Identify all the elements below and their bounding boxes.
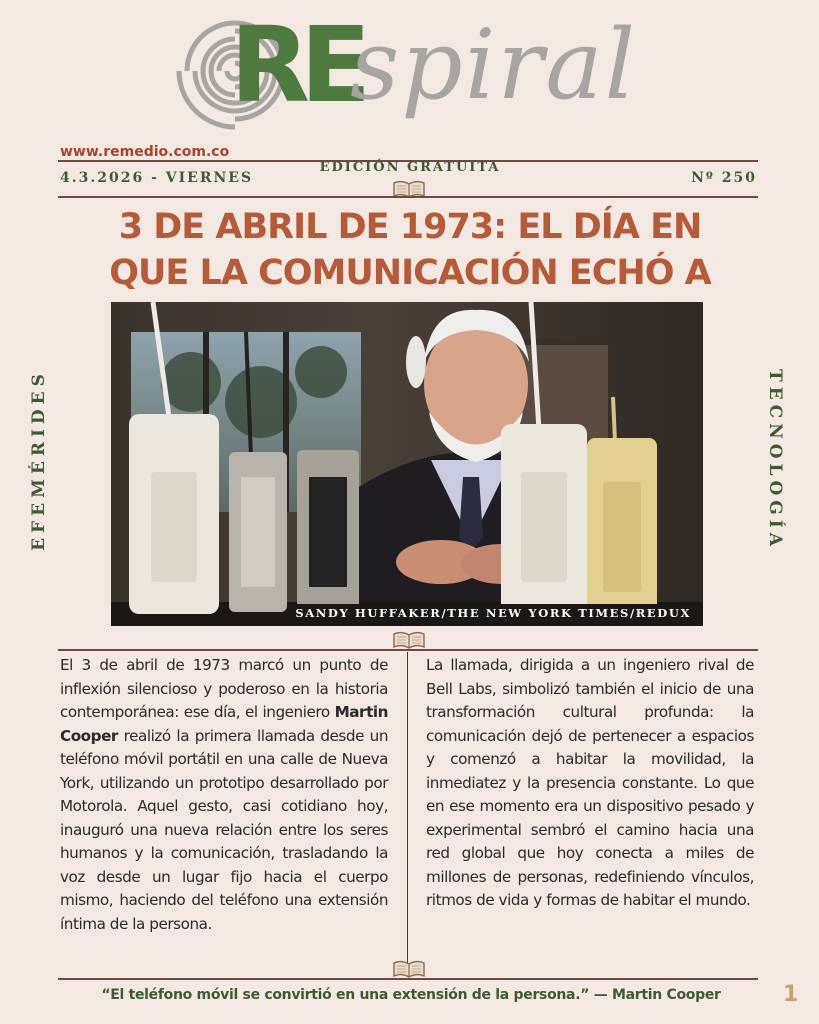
issue-date: 4.3.2026 - VIERNES — [60, 170, 254, 186]
open-book-icon — [392, 631, 426, 649]
issue-number: Nº 250 — [691, 170, 757, 186]
martin-cooper-name: Martin Cooper — [60, 703, 388, 745]
section-label-efemerides: EFEMÉRIDES — [29, 369, 50, 551]
masthead-logo — [160, 0, 680, 140]
section-label-tecnologia: TECNOLOGÍA — [765, 369, 786, 551]
section-label-left — [24, 330, 54, 590]
headline: 3 DE ABRIL DE 1973: EL DÍA EN QUE LA COMUNICACIÓN ECHÓ A — [109, 207, 711, 293]
site-url[interactable]: www.remedio.com.co — [60, 144, 230, 160]
article-text-left-start: El 3 de abril de 1973 marcó un punto de inflexión silencioso y poderoso en la historia contemporánea: ese día, el ingeniero — [60, 656, 388, 721]
logo-re-text: RE — [230, 4, 362, 126]
article-bottom-rule — [58, 978, 758, 980]
page-number: 1 — [783, 982, 799, 1007]
photo-credit: SANDY HUFFAKER/THE NEW YORK TIMES/REDUX — [289, 604, 697, 622]
section-label-right — [760, 330, 790, 590]
article-column-left — [60, 654, 388, 936]
photo-illustration — [111, 302, 703, 626]
article-text-left-end: realizó la primera llamada desde un teléfono móvil portátil en una calle de Nueva York, utilizando un prototipo desarrollado por Motorola. Aquel gesto, casi cotidiano hoy, inauguró una nueva relación entre los seres humanos y la comunicación, trasladando la voz desde un lugar fijo hacia el cuerpo mismo, haciendo del teléfono una extensión íntima de la persona. — [60, 726, 388, 933]
header-bottom-rule — [58, 196, 758, 198]
article-top-rule — [58, 649, 758, 651]
article-column-right: La llamada, dirigida a un ingeniero rival de Bell Labs, simbolizó también el inicio de una transformación cultural profunda: la comunicación dejó de pertenecer a espacios y comenzó a habitar la movilidad, la inmediatez y la presencia constante. Lo que en ese momento era un dispositivo pesado y experimental sembró el camino hacia una red global que hoy conecta a miles de millones de personas, redefiniendo vínculos, ritmos de vida y formas de habitar el mundo. — [426, 656, 754, 909]
logo-spiral-text: spiral — [350, 9, 638, 121]
article-photo — [111, 302, 703, 626]
pull-quote: “El teléfono móvil se convirtió en una extensión de la persona.” — Martin Cooper — [101, 987, 721, 1003]
edition-label: EDICIÓN GRATUITA — [319, 160, 501, 175]
open-book-icon — [392, 960, 426, 978]
column-divider — [407, 652, 408, 967]
